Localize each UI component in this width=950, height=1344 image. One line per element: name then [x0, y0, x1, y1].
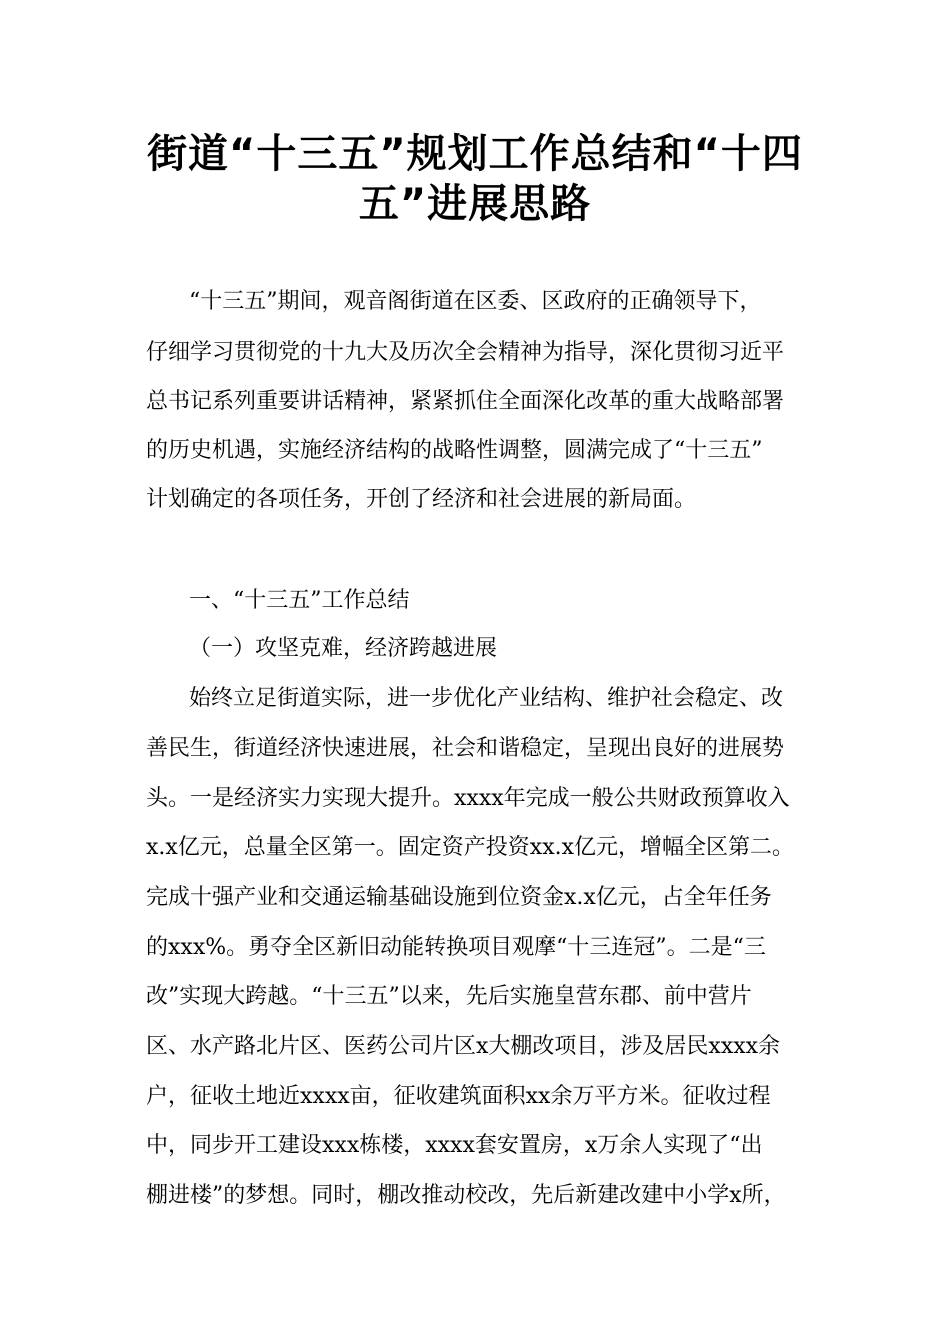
body-line: 头。一是经济实力实现大提升。xxxx年完成一般公共财政预算收入	[146, 786, 790, 811]
body-line: 棚进楼”的梦想。同时，棚改推动校改，先后新建改建中小学x所，	[146, 1183, 786, 1208]
document-title-line-1: 街道“十三五”规划工作总结和“十四	[147, 131, 803, 177]
intro-line: “十三五”期间，观音阁街道在区委、区政府的正确领导下，	[189, 289, 762, 314]
body-line: x.x亿元，总量全区第一。固定资产投资xx.x亿元，增幅全区第二。	[146, 835, 795, 860]
intro-line: 仔细学习贯彻党的十九大及历次全会精神为指导，深化贯彻习近平	[146, 340, 785, 365]
body-line: 改”实现大跨越。“十三五”以来，先后实施皇营东郡、前中营片	[146, 984, 752, 1009]
body-line: 的xxx%。勇夺全区新旧动能转换项目观摩“十三连冠”。二是“三	[146, 935, 766, 960]
body-line: 中，同步开工建设xxx栋楼，xxxx套安置房，x万余人实现了“出	[146, 1133, 763, 1158]
body-line: 善民生，街道经济快速进展，社会和谐稳定，呈现出良好的进展势	[146, 736, 785, 761]
intro-line: 的历史机遇，实施经济结构的战略性调整，圆满完成了“十三五”	[146, 438, 763, 463]
body-line: 户，征收土地近xxxx亩，征收建筑面积xx余万平方米。征收过程	[146, 1084, 771, 1109]
subsection-heading: （一）攻坚克难，经济跨越进展	[189, 636, 498, 661]
intro-line: 总书记系列重要讲话精神，紧紧抓住全面深化改革的重大战略部署	[146, 389, 785, 414]
body-line: 完成十强产业和交通运输基础设施到位资金x.x亿元，占全年任务	[146, 885, 772, 910]
intro-line: 计划确定的各项任务，开创了经济和社会进展的新局面。	[146, 487, 697, 512]
section-heading: 一、“十三五”工作总结	[189, 588, 410, 613]
body-line: 始终立足街道实际，进一步优化产业结构、维护社会稳定、改	[189, 686, 784, 711]
body-line: 区、水产路北片区、医药公司片区x大棚改项目，涉及居民xxxx余	[146, 1034, 781, 1059]
document-title-line-2: 五”进展思路	[358, 181, 592, 227]
